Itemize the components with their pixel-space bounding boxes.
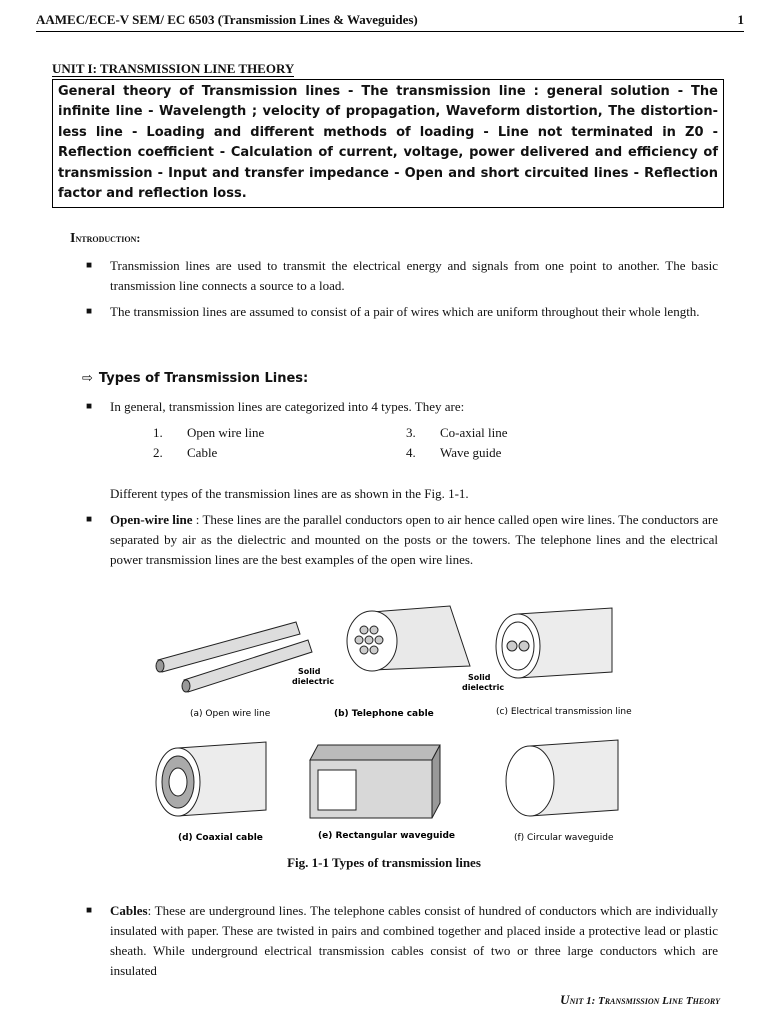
types-list-right [406, 423, 508, 463]
bullet-icon: ■ [86, 306, 93, 317]
solid-dielectric-label-c: Solid [468, 673, 491, 682]
fig-label-a: (a) Open wire line [190, 709, 271, 719]
arrow-right-icon: ⇨ [82, 371, 93, 386]
unit-title: UNIT I: TRANSMISSION LINE THEORY [52, 61, 295, 76]
header-title: AAMEC/ECE-V SEM/ EC 6503 (Transmission Lines & Waveguides) [36, 12, 418, 27]
open-wire-line-drawing [156, 622, 312, 692]
svg-text:dielectric: dielectric [292, 677, 335, 686]
open-wire-term: Open-wire line [110, 512, 193, 527]
syllabus-box: General theory of Transmission lines - The transmission line : general solution - The infinite line - Wavelength ; velocity of propagation, Waveform distortion, The distortion-less line - Loading and different methods of loading - Line not terminated in Z0 - Reflection coefficient - Calculation of current, voltage, power delivered and efficiency of transmission - Input and transfer impedance - Open and short circuited lines - Reflection factor and reflection loss. [52, 79, 724, 208]
introduction-heading: Introduction: [70, 231, 141, 246]
circular-waveguide-drawing [506, 740, 618, 816]
rectangular-waveguide-drawing [310, 745, 440, 818]
fig-label-e: (e) Rectangular waveguide [318, 831, 456, 841]
intro-bullet-2: ■ The transmission lines are assumed to consist of a pair of wires which are uniform throughout their whole length. [86, 302, 718, 322]
figure-reference: Different types of the transmission lines are as shown in the Fig. 1-1. [110, 486, 469, 501]
bullet-icon: ■ [86, 401, 93, 412]
page-header [36, 12, 744, 32]
transmission-lines-figure [150, 600, 670, 848]
list-item: 2. Cable [153, 445, 218, 460]
bullet-icon: ■ [86, 260, 93, 271]
fig-label-c: (c) Electrical transmission line [496, 707, 632, 717]
fig-label-b: (b) Telephone cable [334, 709, 434, 719]
fig-label-f: (f) Circular waveguide [514, 833, 614, 843]
bullet-icon: ■ [86, 514, 93, 525]
intro-bullet-1: ■ Transmission lines are used to transmit the electrical energy and signals from one point to another. The basic transmission line connects a source to a load. [86, 258, 718, 293]
types-heading: ⇨ Types of Transmission Lines: [82, 371, 309, 386]
cables-bullet: ■ Cables: These are underground lines. The telephone cables consist of hundred of conductors which are individually insulated with paper. These are twisted in pairs and combined together and placed inside a protective lead or plastic sheath. While underground electrical transmission cables consist of two or three large conductors which are insulated [86, 903, 718, 978]
list-item: 1. Open wire line [153, 425, 265, 440]
bullet-icon: ■ [86, 905, 93, 916]
coaxial-cable-drawing [156, 742, 266, 816]
figure-caption: Fig. 1-1 Types of transmission lines [287, 855, 481, 870]
types-list-left [153, 423, 264, 463]
list-item: 4. Wave guide [406, 445, 502, 460]
solid-dielectric-label-a: Solid [298, 667, 321, 676]
types-bullet: ■ In general, transmission lines are categorized into 4 types. They are: [86, 397, 718, 417]
electrical-line-drawing [496, 608, 612, 678]
open-wire-bullet: ■ Open-wire line : These lines are the parallel conductors open to air hence called open wire lines. The conductors are separated by air as the dielectric and mounted on the posts or the towers. The telephone lines and the electrical power transmission lines are the best examples of the open wire lines. [86, 512, 718, 567]
page-number: 1 [737, 12, 744, 27]
telephone-cable-drawing [347, 606, 470, 671]
fig-label-d: (d) Coaxial cable [178, 833, 263, 843]
page-footer: Unit 1: Transmission Line Theory [560, 992, 720, 1007]
svg-text:dielectric: dielectric [462, 683, 505, 692]
list-item: 3. Co-axial line [406, 425, 508, 440]
cables-term: Cables [110, 903, 148, 918]
